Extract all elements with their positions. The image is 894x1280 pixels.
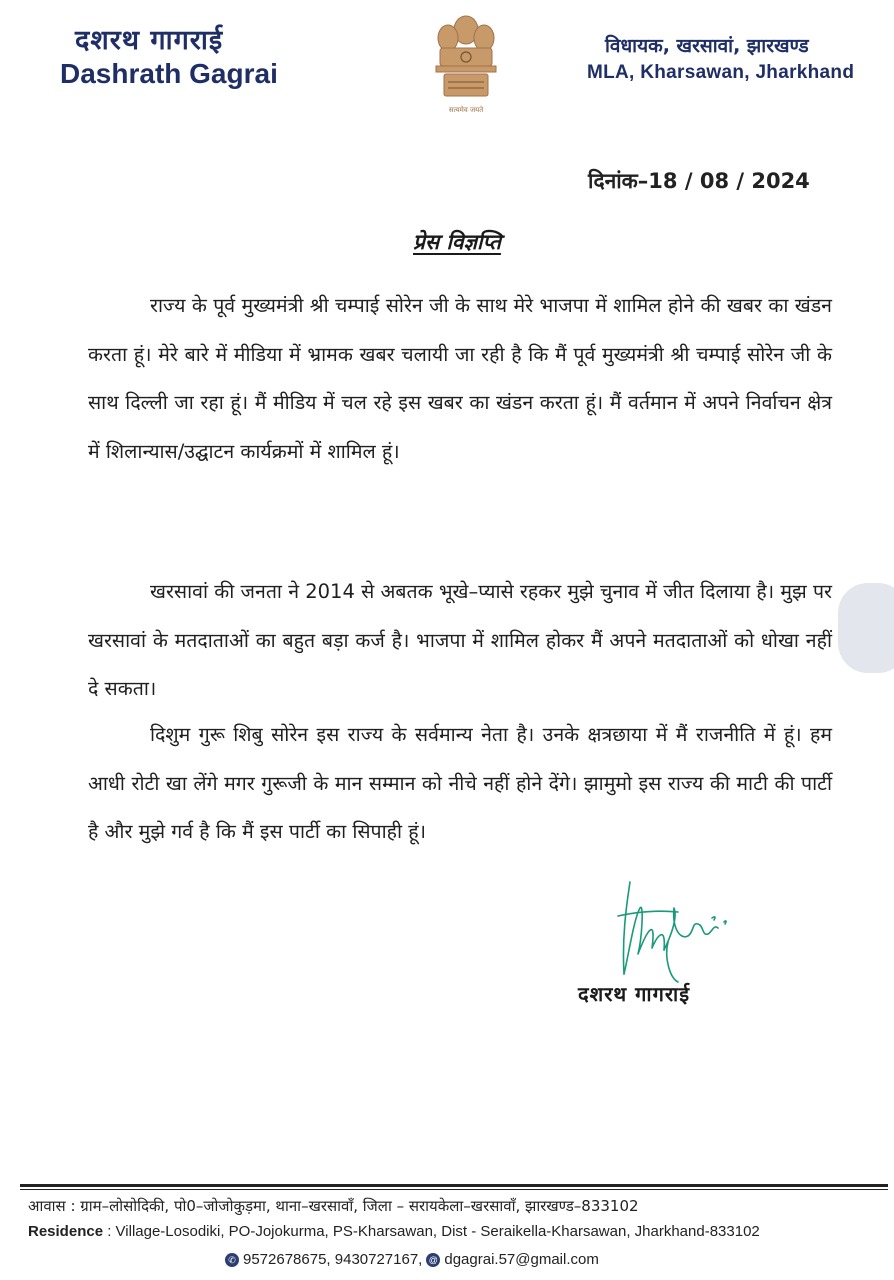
letterhead-name-english: Dashrath Gagrai [60,58,278,89]
footer-divider-thin [20,1189,888,1190]
body-paragraph-1: राज्य के पूर्व मुख्यमंत्री श्री चम्पाई सोरेन जी के साथ मेरे भाजपा में शामिल होने की खबर का खंडन करता हूं। मेरे बारे में मीडिया में भ्रामक खबर चलायी जा रही है कि मैं पूर्व मुख्यमंत्री श्री चम्पाई सोरेन जी के साथ दिल्ली जा रहा हूं। मैं मीडिय में चल रहे इस खबर का खंडन करता हूं। मैं वर्तमान में अपने निर्वाचन क्षेत्र में शिलान्यास/उद्घाटन कार्यक्रमों में शामिल हूं। [88,294,832,463]
letterhead-name-hindi: दशरथ गागराई [75,25,224,56]
residence-label: Residence [28,1223,104,1240]
national-emblem-icon [426,8,506,120]
email-icon: @ [426,1253,440,1267]
footer-address-hindi: आवास : ग्राम–लोसोदिकी, पो0–जोजोकुड़मा, थाना–खरसावाँ, जिला – सरायकेला–खरसावाँ, झारखण्ड–833102 [28,1197,639,1215]
residence-address: : Village-Losodiki, PO-Jojokurma, PS-Kharsawan, Dist - Seraikella-Kharsawan, Jharkhand-833102 [107,1223,760,1240]
phone-numbers: 9572678675, 9430727167, [243,1251,423,1268]
footer-contact [225,1251,599,1268]
email-address[interactable]: dgagrai.57@gmail.com [444,1251,599,1268]
date-line: दिनांक–18 / 08 / 2024 [588,169,810,193]
signature-name: दशरथ गागराई [578,982,691,1006]
designation-hindi: विधायक, खरसावां, झारखण्ड [605,35,809,57]
whatsapp-phone-icon: ✆ [225,1253,239,1267]
body-paragraph-2: खरसावां की जनता ने 2014 से अबतक भूखे–प्यासे रहकर मुझे चुनाव में जीत दिलाया है। मुझ पर खरसावां के मतदाताओं का बहुत बड़ा कर्ज है। भाजपा में शामिल होकर मैं अपने मतदाताओं को धोखा नहीं दे सकता। [88,580,832,700]
emblem-motto: सत्यमेव जयते [448,106,484,114]
press-release-heading: प्रेस विज्ञप्ति [413,230,501,254]
side-scroll-handle[interactable] [838,583,894,673]
footer-divider [20,1184,888,1187]
body-paragraph-3: दिशुम गुरू शिबु सोरेन इस राज्य के सर्वमान्य नेता है। उनके क्षत्रछाया में मैं राजनीति में हूं। हम आधी रोटी खा लेंगे मगर गुरूजी के मान सम्मान को नीचे नहीं होने देंगे। झामुमो इस राज्य की माटी की पार्टी है और मुझे गर्व है कि मैं इस पार्टी का सिपाही हूं। [88,723,832,843]
footer-address-english [28,1223,760,1240]
designation-english: MLA, Kharsawan, Jharkhand [587,62,855,83]
handwritten-signature [608,878,738,986]
